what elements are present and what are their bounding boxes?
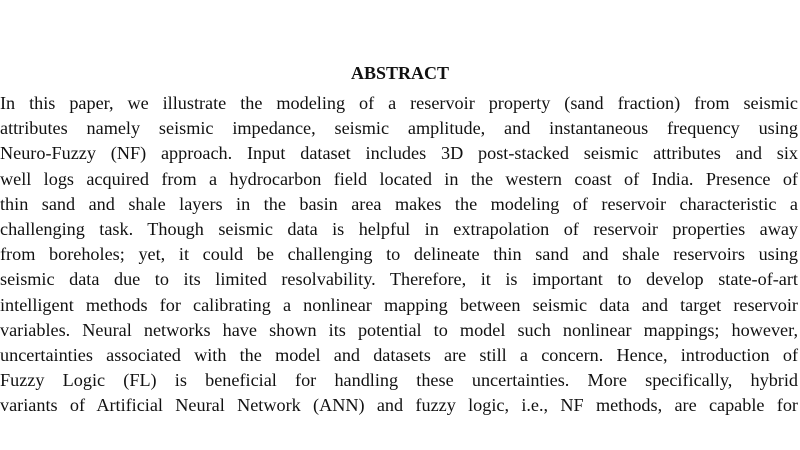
abstract-heading: ABSTRACT (350, 63, 450, 83)
abstract-line: challenging task. Though seismic data is helpful in extrapolation of reservoir properties away (0, 218, 798, 239)
abstract-line: thin sand and shale layers in the basin area makes the modeling of reservoir characteristic a (0, 193, 798, 214)
abstract-line: variants of Artificial Neural Network (ANN) and fuzzy logic, i.e., NF methods, are capable for (0, 395, 798, 416)
abstract-line: from boreholes; yet, it could be challenging to delineate thin sand and shale reservoirs using (0, 244, 798, 265)
abstract-line: In this paper, we illustrate the modeling of a reservoir property (sand fraction) from seismic (0, 93, 798, 113)
abstract-line: variables. Neural networks have shown its potential to model such nonlinear mappings; however, (0, 319, 798, 340)
abstract-body (0, 91, 798, 418)
abstract-line: well logs acquired from a hydrocarbon field located in the western coast of India. Presence of (0, 168, 798, 189)
abstract-line: Neuro-Fuzzy (NF) approach. Input dataset includes 3D post-stacked seismic attributes and six (0, 143, 798, 164)
abstract-line: seismic data due to its limited resolvability. Therefore, it is important to develop state-of-art (0, 269, 798, 290)
abstract-line: Fuzzy Logic (FL) is beneficial for handling these uncertainties. More specifically, hybrid (0, 370, 798, 391)
abstract-line: intelligent methods for calibrating a nonlinear mapping between seismic data and target reservoir (0, 294, 798, 315)
abstract-line: uncertainties associated with the model and datasets are still a concern. Hence, introduction of (0, 344, 798, 365)
abstract-line: attributes namely seismic impedance, seismic amplitude, and instantaneous frequency using (0, 118, 798, 139)
